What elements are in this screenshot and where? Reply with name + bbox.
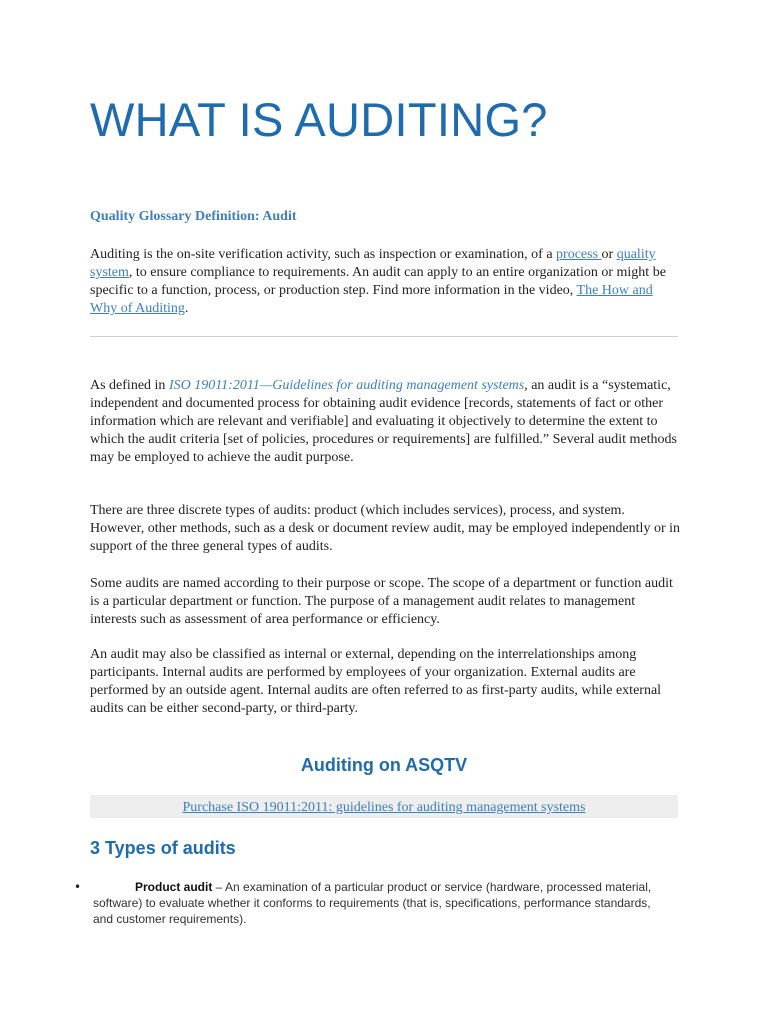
video-link[interactable]: The How and Why of Auditing (90, 283, 653, 316)
process-link[interactable]: process (556, 247, 602, 262)
purchase-banner (90, 795, 678, 818)
product-audit-term: Product audit (135, 880, 213, 894)
types-of-audits-heading: 3 Types of audits (90, 838, 236, 858)
list-item-product-audit (93, 879, 653, 927)
product-audit-description: – An examination of a particular product or service (hardware, processed material, software) to evaluate whether it conforms to requirements (that is, specifications, performance standards, and customer requirements). (93, 880, 652, 926)
intro-text-4: . (184, 301, 189, 316)
horizontal-divider (90, 336, 678, 337)
iso-text-1: As defined in (90, 378, 169, 393)
intro-paragraph (90, 246, 680, 318)
audit-types-paragraph: There are three discrete types of audits: product (which includes services), process, and system. However, other methods, such as a desk or document review audit, may be employed independently or in support of the three general types of audits. (90, 503, 680, 554)
page-title: WHAT IS AUDITING? (90, 93, 548, 146)
iso-text-2: , an audit is a “systematic, independent and documented process for obtaining audit evidence [records, statements of fact or other information which are relevant and verifiable] and evaluating it objectively to determine the extent to which the audit criteria [set of policies, procedures or requirements] are fulfilled.” Several audit methods may be employed to achieve the audit purpose. (90, 378, 678, 465)
quality-system-link[interactable]: quality system (90, 247, 656, 280)
iso-definition-paragraph (90, 377, 680, 467)
audit-scope-paragraph: Some audits are named according to their purpose or scope. The scope of a department or function audit is a particular department or function. The purpose of a management audit relates to management interests such as assessment of area performance or efficiency. (90, 576, 673, 627)
bullet-marker: • (74, 880, 82, 894)
internal-external-paragraph: An audit may also be classified as internal or external, depending on the interrelationships among participants. Internal audits are performed by employees of your organization. External audits are performed by an outside agent. Internal audits are often referred to as first-party audits, while external audits can be either second-party, or third-party. (90, 647, 662, 716)
glossary-subtitle: Quality Glossary Definition: Audit (90, 209, 297, 224)
asqtv-heading: Auditing on ASQTV (300, 755, 468, 775)
purchase-iso-link[interactable]: Purchase ISO 19011:2011: guidelines for auditing management systems (182, 800, 586, 815)
intro-text-1: Auditing is the on-site verification activity, such as inspection or examination, of a (90, 247, 557, 262)
intro-text-2: or (601, 247, 617, 262)
iso-19011-link[interactable]: ISO 19011:2011—Guidelines for auditing management systems (168, 378, 525, 393)
intro-text-3: , to ensure compliance to requirements. An audit can apply to an entire organization or might be specific to a function, process, or production step. Find more information in the video, (90, 265, 666, 298)
